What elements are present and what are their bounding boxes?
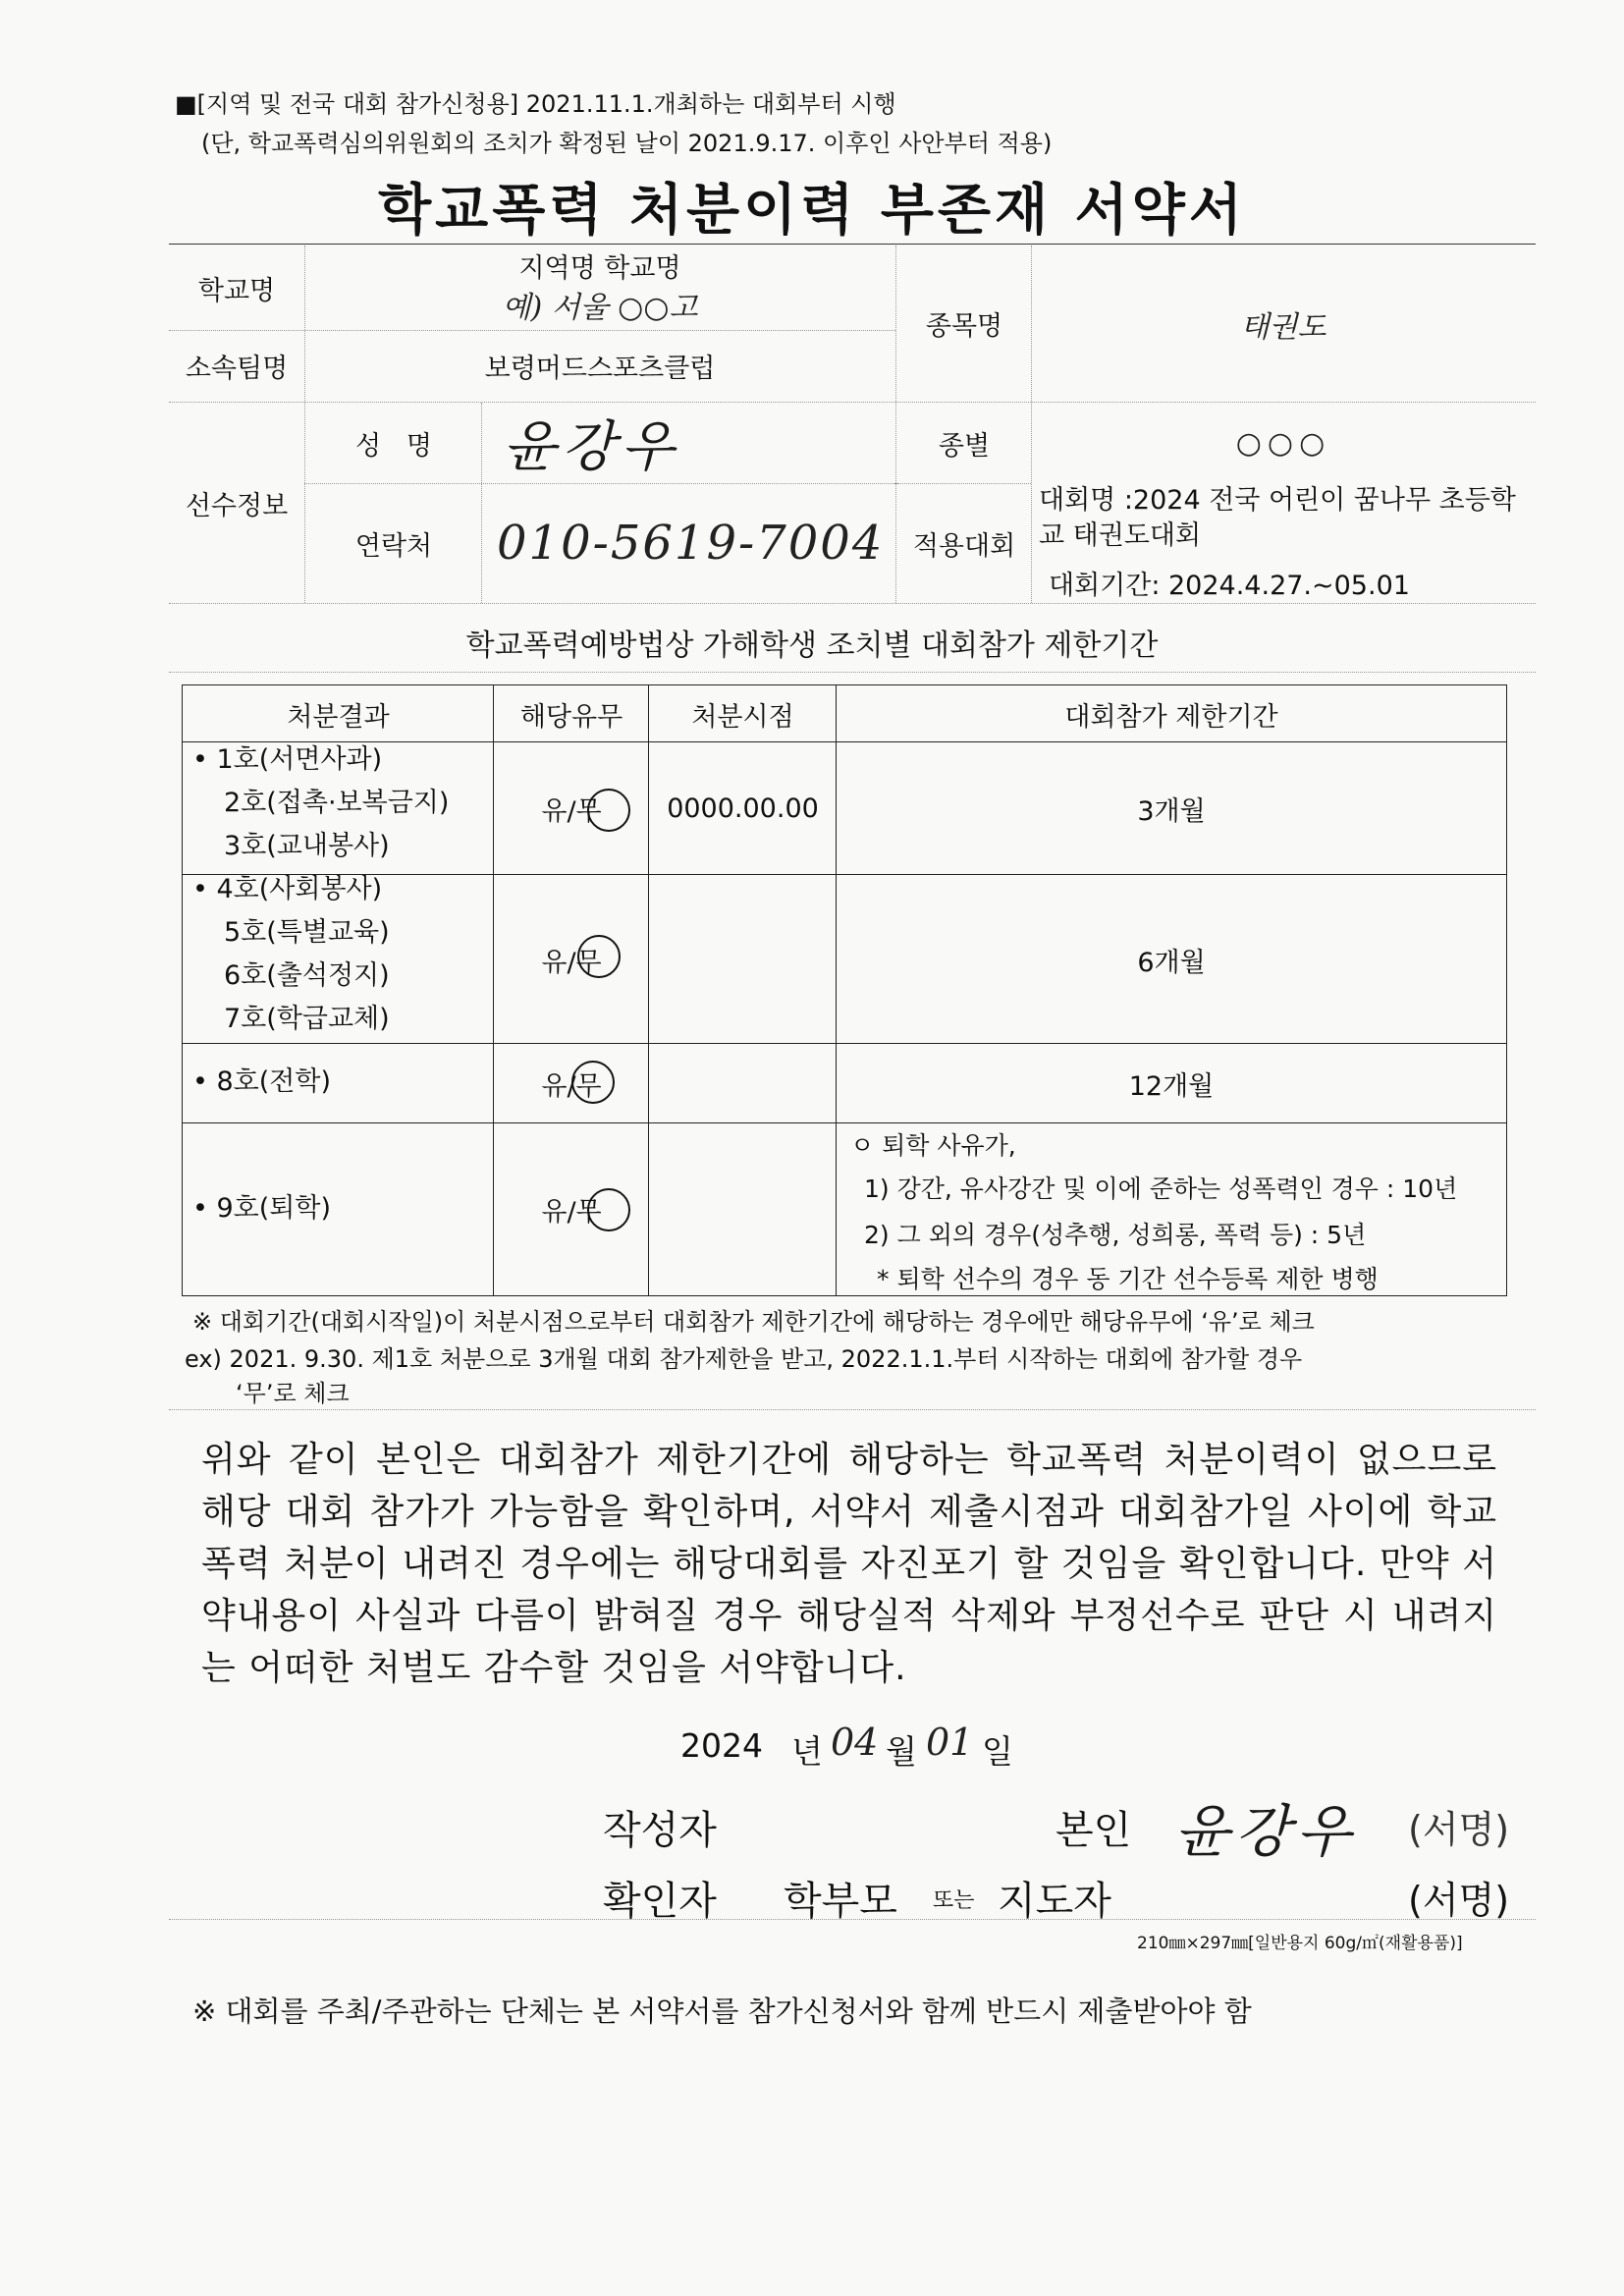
restriction-period: 6개월 xyxy=(1137,947,1206,978)
disposition-item: 2호(접촉·보복금지) xyxy=(224,788,450,818)
disposition-item: • 1호(서면사과) xyxy=(192,744,383,775)
table-note-3: ‘무’로 체크 xyxy=(236,1380,350,1407)
applicable-check: 유/무 xyxy=(541,1071,602,1102)
circle-mark-icon xyxy=(577,935,621,978)
date-day: 01 xyxy=(926,1721,974,1764)
expulsion-rule-1: 1) 강간, 유사강간 및 이에 준하는 성폭력인 경우 : 10년 xyxy=(864,1175,1458,1203)
sign-label: (서명) xyxy=(1408,1879,1510,1922)
section-divider xyxy=(169,1409,1536,1410)
or-label: 또는 xyxy=(933,1888,975,1913)
info-divider xyxy=(169,603,1536,604)
school-hint: 지역명 학교명 xyxy=(518,252,681,284)
info-col-line xyxy=(1031,246,1032,603)
info-top-border xyxy=(169,244,1536,245)
disposition-date: 0000.00.00 xyxy=(667,793,819,824)
pledge-text: 위와 같이 본인은 대회참가 제한기간에 해당하는 학교폭력 처분이력이 없으므로 해당 대회 참가가 가능함을 확인하며, 서약서 제출시점과 대회참가일 사이에 학교폭력 처분이 내려진 경우에는 해당대회를 자진포기 할 것임을 확인합니다. 만약 서약내용이 사실과 다름이 밝혀질 경우 해당실적 삭제와 부정선수로 판단 시 내려지는 어떠한 처벌도 감수할 것임을 서약합니다. xyxy=(201,1440,1497,1688)
date-month-unit: 월 xyxy=(886,1732,917,1771)
paper-spec: 210㎜×297㎜[일반용지 60g/㎡(재활용품)] xyxy=(1137,1934,1463,1953)
table-row-line xyxy=(182,1043,1507,1044)
applicable-check: 유/무 xyxy=(541,1197,602,1228)
contact-label: 연락처 xyxy=(354,530,433,562)
table-note-2: ex) 2021. 9.30. 제1호 처분으로 3개월 대회 참가제한을 받고, 2022.1.1.부터 시작하는 대회에 참가할 경우 xyxy=(185,1345,1303,1373)
table-row-line xyxy=(182,1122,1507,1123)
confirmer-label: 확인자 xyxy=(603,1879,717,1924)
applicable-check: 유/무 xyxy=(541,947,602,978)
header-disposition: 처분결과 xyxy=(287,701,390,733)
team-label: 소속팀명 xyxy=(185,354,289,384)
disposition-item: • 4호(사회봉사) xyxy=(192,874,383,904)
team-value: 보령머드스포츠클럽 xyxy=(484,354,716,384)
parent-label: 학부모 xyxy=(784,1879,897,1924)
restriction-section-title: 학교폭력예방법상 가해학생 조치별 대회참가 제한기간 xyxy=(465,629,1159,663)
disposition-item: • 9호(퇴학) xyxy=(192,1193,331,1224)
expulsion-rule-3: * 퇴학 선수의 경우 동 기간 선수등록 제한 병행 xyxy=(877,1265,1379,1293)
restriction-period: 12개월 xyxy=(1128,1071,1215,1102)
circle-mark-icon xyxy=(571,1061,615,1104)
school-label: 학교명 xyxy=(197,275,276,306)
category-label: 종별 xyxy=(938,430,991,462)
self-sign-mark: (서명) xyxy=(1408,1808,1510,1851)
event-value: 태권도 xyxy=(1240,309,1326,345)
date-month: 04 xyxy=(831,1721,879,1764)
disposition-date xyxy=(650,1124,836,1294)
circle-mark-icon xyxy=(587,789,630,832)
section-divider xyxy=(169,672,1536,673)
table-col-line xyxy=(648,684,649,1296)
document-title: 학교폭력 처분이력 부존재 서약서 xyxy=(378,179,1246,243)
disposition-date xyxy=(650,1045,836,1122)
footer-note: ※ 대회를 주최/주관하는 단체는 본 서약서를 참가신청서와 함께 반드시 제출받아야 함 xyxy=(192,1995,1252,2028)
applicable-check: 유/무 xyxy=(541,796,602,827)
coach-label: 지도자 xyxy=(998,1879,1111,1924)
date-year: 2024 xyxy=(680,1726,763,1765)
table-note-1: ※ 대회기간(대회시작일)이 처분시점으로부터 대회참가 제한기간에 해당하는 경우에만 해당유무에 ‘유’로 체크 xyxy=(192,1308,1315,1336)
restriction-period: 3개월 xyxy=(1137,796,1206,827)
circle-mark-icon xyxy=(587,1188,630,1231)
contact-value: 010-5619-7004 xyxy=(497,516,885,571)
competition-name: 대회명 :2024 전국 어린이 꿈나무 초등학교 태권도대회 xyxy=(1039,485,1516,551)
header-applicable: 해당유무 xyxy=(519,701,623,733)
athlete-name: 윤강우 xyxy=(503,415,680,479)
expulsion-reason: ㅇ 퇴학 사유가, xyxy=(850,1131,1016,1160)
header-disposition-date: 처분시점 xyxy=(691,701,794,733)
self-label: 본인 xyxy=(1056,1808,1132,1853)
expulsion-rule-2: 2) 그 외의 경우(성추행, 성희롱, 폭력 등) : 5년 xyxy=(864,1221,1367,1249)
header-restriction-period: 대회참가 제한기간 xyxy=(1064,701,1278,733)
table-col-line xyxy=(493,684,494,1296)
notice-line-1: ■[지역 및 전국 대회 참가신청용] 2021.11.1.개최하는 대회부터 시행 xyxy=(175,90,896,118)
disposition-date xyxy=(650,876,836,1043)
disposition-item: 7호(학급교체) xyxy=(224,1004,390,1034)
notice-line-2: (단, 학교폭력심의위원회의 조치가 확정된 날이 2021.9.17. 이후인 사안부터 적용) xyxy=(201,130,1053,157)
section-divider xyxy=(169,1919,1536,1920)
category-value: ○○○ xyxy=(1235,425,1331,461)
date-day-unit: 일 xyxy=(982,1732,1013,1771)
disposition-item: 6호(출석정지) xyxy=(224,960,390,991)
applied-competition-label: 적용대회 xyxy=(912,530,1016,562)
event-label: 종목명 xyxy=(925,311,1003,342)
info-col-line xyxy=(481,403,482,603)
disposition-item: 3호(교내봉사) xyxy=(224,831,390,861)
school-value: 예) 서울 ○○고 xyxy=(502,291,698,325)
date-year-unit: 년 xyxy=(791,1732,823,1771)
table-col-line xyxy=(836,684,837,1296)
writer-label: 작성자 xyxy=(603,1808,717,1853)
name-label: 성 명 xyxy=(355,430,432,462)
disposition-item: • 8호(전학) xyxy=(192,1066,331,1097)
disposition-item: 5호(특별교육) xyxy=(224,917,390,948)
self-name-signature: 윤강우 xyxy=(1174,1798,1358,1865)
info-col-line xyxy=(304,246,305,603)
competition-period: 대회기간: 2024.4.27.~05.01 xyxy=(1049,571,1410,601)
athlete-info-label: 선수정보 xyxy=(185,490,289,521)
